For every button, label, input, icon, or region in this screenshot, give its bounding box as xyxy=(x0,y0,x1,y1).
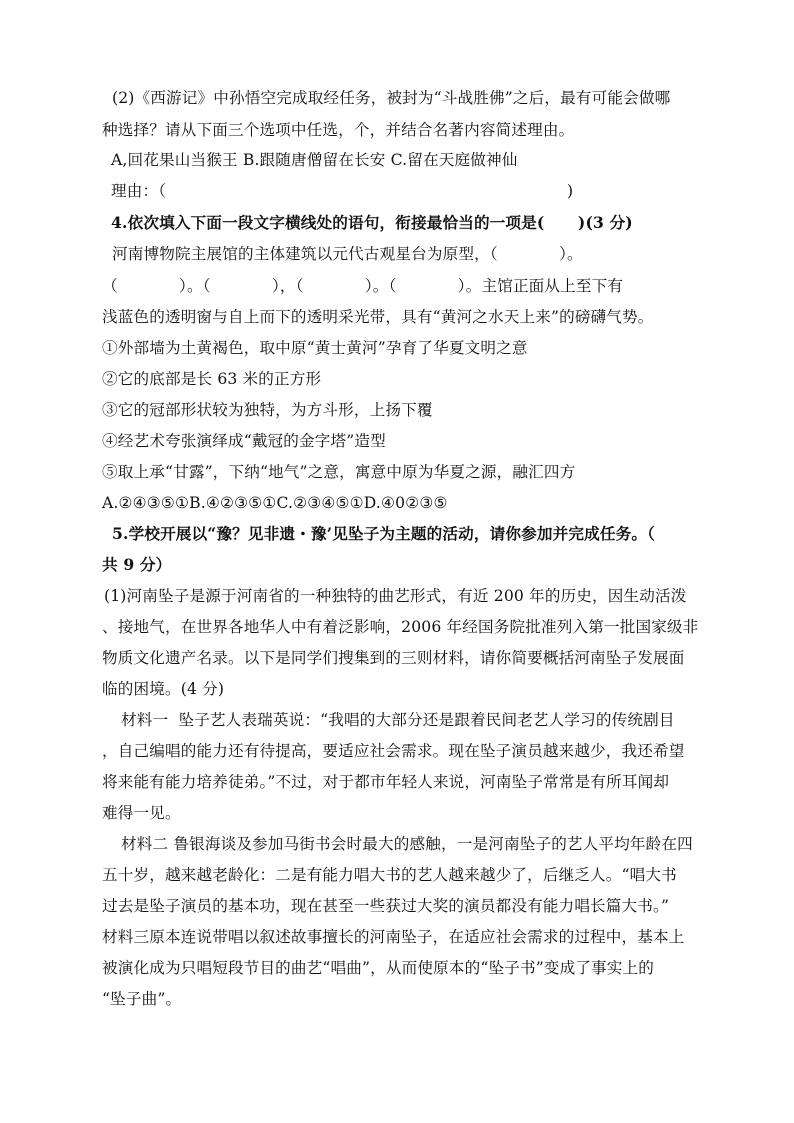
material-2-line-3: 过去是坠子演员的基本功，现在甚至一些获过大奖的演员都没有能力唱长篇大书。” xyxy=(102,897,670,915)
material-3-line-3: “坠子曲”。 xyxy=(102,990,182,1008)
material-3-line-1: 材料三原本连说带唱以叙述故事擅长的河南坠子，在适应社会需求的过程中，基本上 xyxy=(102,928,685,946)
q4-line-2: （ ）。（ ），（ ）。（ ）。主馆正面从上至下有 xyxy=(102,277,624,295)
material-1-line-3: 将来能有能力培养徒弟。”不过，对于都市年轻人来说，河南坠子常常是有所耳闻却 xyxy=(102,773,670,791)
q4-line-1: 河南博物院主展馆的主体建筑以元代古观星台为原型，（ ）。 xyxy=(112,245,583,263)
q5-1-line-4: 临的困境。(4 分) xyxy=(102,680,225,698)
q4-option-5: ⑤取上承“甘露”，下纳“地气”之意，寓意中原为华夏之源，融汇四方 xyxy=(102,463,576,481)
material-3-line-2: 被演化成为只唱短段节目的曲艺“唱曲”，从而使原本的“坠子书”变成了事实上的 xyxy=(102,959,655,977)
q5-1-line-3: 物质文化遗产名录。以下是同学们搜集到的三则材料，请你简要概括河南坠子发展面 xyxy=(102,649,685,667)
q5-1-line-2: 、接地气，在世界各地华人中有着泛影响，2006 年经国务院批准列入第一批国家级非 xyxy=(102,618,699,636)
q5-title-line-2: 共 9 分） xyxy=(102,555,172,574)
q4-option-2: ②它的底部是长 63 米的正方形 xyxy=(102,370,322,388)
q4-option-1: ①外部墙为土黄褐色，取中原“黄士黄河”孕育了华夏文明之意 xyxy=(102,339,528,357)
q2-line-1: (2)《西游记》中孙悟空完成取经任务，被封为“斗战胜佛”之后，最有可能会做哪 xyxy=(112,89,671,107)
q2-line-2: 种选择？请从下面三个选项中任选，个，并结合名著内容简述理由。 xyxy=(102,121,575,139)
material-1-line-2: ，自己编唱的能力还有待提高，要适应社会需求。现在坠子演员越来越少，我还希望 xyxy=(102,742,685,760)
q5-title-line-1: 5.学校开展以“豫？见非遗・豫’见坠子为主题的活动，请你参加并完成任务。（ xyxy=(112,524,656,543)
material-1-line-1: 材料一 坠子艺人表瑞英说：“我唱的大部分还是跟着民间老艺人学习的传统剧目 xyxy=(121,711,675,729)
material-2-line-1: 材料二 鲁银海谈及参加马街书会时最大的感触，一是河南坠子的艺人平均年龄在四 xyxy=(121,835,693,853)
q2-options: A,回花果山当猴王 B.跟随唐僧留在长安 C.留在天庭做神仙 xyxy=(111,151,518,169)
material-1-line-4: 难得一见。 xyxy=(102,804,181,822)
material-2-line-2: 五十岁，越来越老龄化：二是有能力唱大书的艺人越来越少了，后继乏人。“唱大书 xyxy=(102,866,677,884)
q2-reason-close: ) xyxy=(567,182,574,200)
q4-line-3: 浅蓝色的透明窗与自上而下的透明采光带，具有“黄河之水天上来”的磅礴气势。 xyxy=(102,308,654,326)
q2-reason-label: 理由：（ xyxy=(111,182,167,200)
q5-1-line-1: (1)河南坠子是源于河南省的一种独特的曲艺形式，有近 200 年的历史，因生动活泼 xyxy=(104,587,687,605)
q4-option-3: ③它的冠部形状较为独特，为方斗形，上扬下覆 xyxy=(102,401,433,419)
q4-option-4: ④经艺术夸张演绎成“戴冠的金字塔”造型 xyxy=(102,432,386,450)
q4-answers: A.②④③⑤①B.④②③⑤①C.②③④⑤①D.④0②③⑤ xyxy=(102,494,448,512)
q4-title: 4.依次填入下面一段文字横线处的语句，衔接最恰当的一项是( )(3 分) xyxy=(111,213,633,232)
